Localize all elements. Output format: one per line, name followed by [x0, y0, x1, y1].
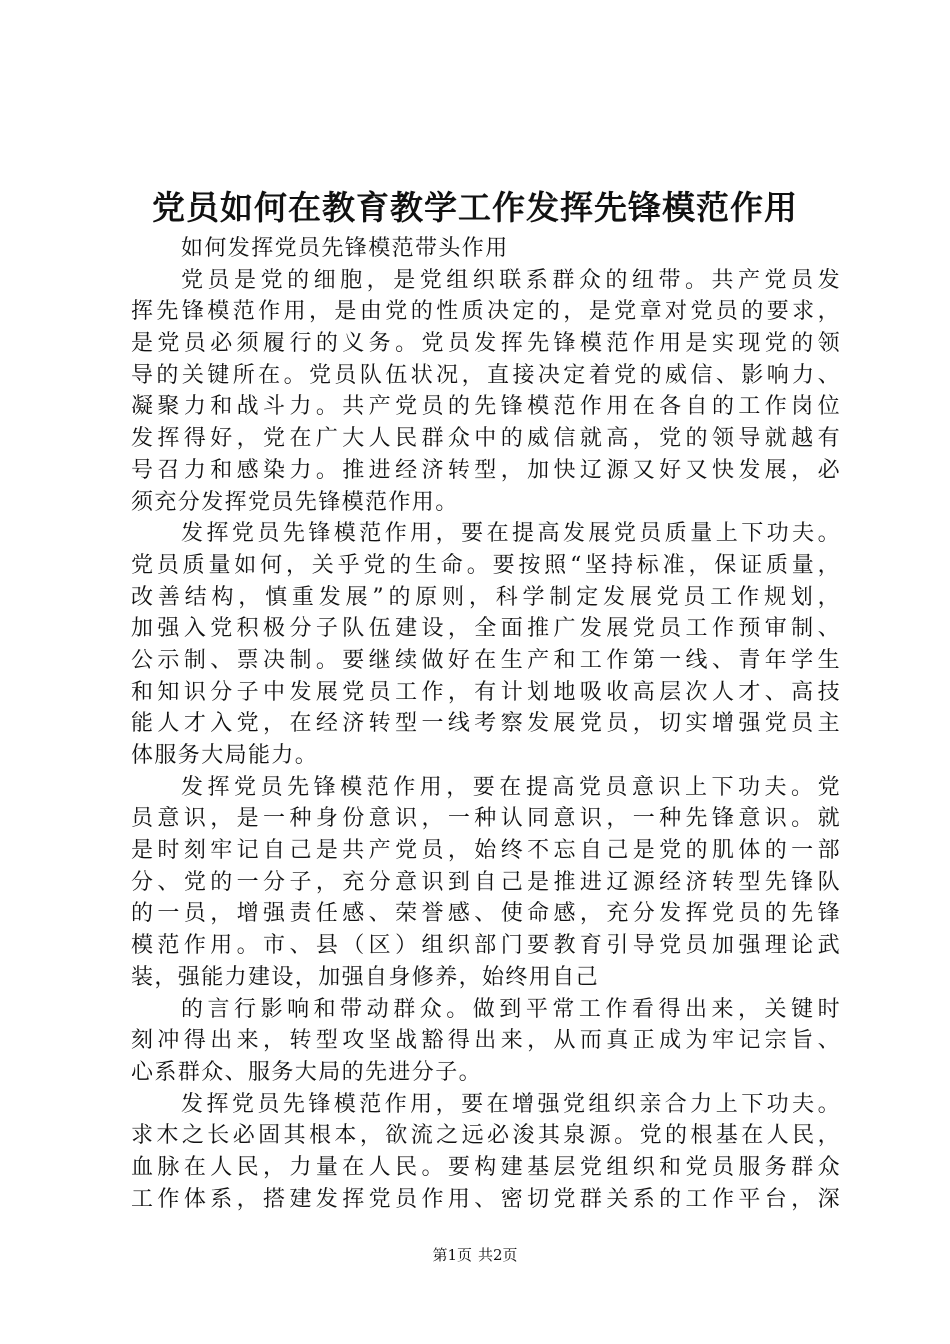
paragraph-line: 公示制、票决制。要继续做好在生产和工作第一线、青年学生: [131, 647, 841, 673]
page-footer: [0, 1245, 950, 1265]
paragraph-line: 凝聚力和战斗力。共产党员的先锋模范作用在各自的工作岗位: [131, 394, 841, 420]
paragraph-line: 工作体系，搭建发挥党员作用、密切党群关系的工作平台，深: [131, 1186, 841, 1212]
paragraph-line: 党员是党的细胞，是党组织联系群众的纽带。共产党员发: [181, 267, 841, 293]
paragraph-line: 是时刻牢记自己是共产党员，始终不忘自己是党的肌体的一部: [131, 838, 841, 864]
paragraph-line: 的言行影响和带动群众。做到平常工作看得出来，关键时: [181, 996, 841, 1022]
paragraph-line: 装，强能力建设，加强自身修养，始终用自己: [131, 964, 600, 990]
paragraph-line: 发挥党员先锋模范作用，要在提高党员意识上下功夫。党: [181, 774, 841, 800]
paragraph-line: 模范作用。市、县（区）组织部门要教育引导党员加强理论武: [131, 933, 841, 959]
subtitle-line: 如何发挥党员先锋模范带头作用: [181, 236, 509, 261]
paragraph-line: 发挥党员先锋模范作用，要在增强党组织亲合力上下功夫。: [181, 1091, 841, 1117]
paragraph-line: 分、党的一分子，充分意识到自己是推进辽源经济转型先锋队: [131, 869, 841, 895]
paragraph-line: 的一员，增强责任感、荣誉感、使命感，充分发挥党员的先锋: [131, 901, 841, 927]
paragraph-line: 刻冲得出来，转型攻坚战豁得出来，从而真正成为牢记宗旨、: [131, 1028, 841, 1054]
paragraph-line: 发挥得好，党在广大人民群众中的威信就高，党的领导就越有: [131, 426, 841, 452]
document-title: 党员如何在教育教学工作发挥先锋模范作用: [152, 188, 798, 227]
page-total: 共2页: [478, 1246, 518, 1264]
paragraph-line: 是党员必须履行的义务。党员发挥先锋模范作用是实现党的领: [131, 331, 841, 357]
paragraph-line: 须充分发挥党员先锋模范作用。: [131, 489, 459, 515]
paragraph-line: 号召力和感染力。推进经济转型，加快辽源又好又快发展，必: [131, 457, 841, 483]
paragraph-line: 发挥党员先锋模范作用，要在提高发展党员质量上下功夫。: [181, 521, 841, 547]
document-body: [131, 233, 841, 1215]
paragraph-line: 血脉在人民，力量在人民。要构建基层党组织和党员服务群众: [131, 1154, 841, 1180]
paragraph-line: 改善结构，慎重发展”的原则，科学制定发展党员工作规划，: [131, 584, 841, 610]
paragraph-line: 导的关键所在。党员队伍状况，直接决定着党的威信、影响力、: [131, 362, 841, 388]
paragraph-line: 员意识，是一种身份意识，一种认同意识，一种先锋意识。就: [131, 806, 841, 832]
paragraph-line: 心系群众、服务大局的先进分子。: [131, 1059, 483, 1085]
paragraph-line: 体服务大局能力。: [131, 743, 319, 768]
paragraph-line: 党员质量如何，关乎党的生命。要按照“坚持标准，保证质量，: [131, 552, 841, 578]
paragraph-line: 加强入党积极分子队伍建设，全面推广发展党员工作预审制、: [131, 616, 841, 642]
paragraph-line: 和知识分子中发展党员工作，有计划地吸收高层次人才、高技: [131, 679, 841, 705]
paragraph-line: 能人才入党，在经济转型一线考察发展党员，切实增强党员主: [131, 711, 841, 737]
page-number: 第1页: [432, 1246, 472, 1264]
paragraph-line: 求木之长必固其根本，欲流之远必浚其泉源。党的根基在人民，: [131, 1123, 841, 1149]
paragraph-line: 挥先锋模范作用，是由党的性质决定的，是党章对党员的要求，: [131, 299, 841, 325]
